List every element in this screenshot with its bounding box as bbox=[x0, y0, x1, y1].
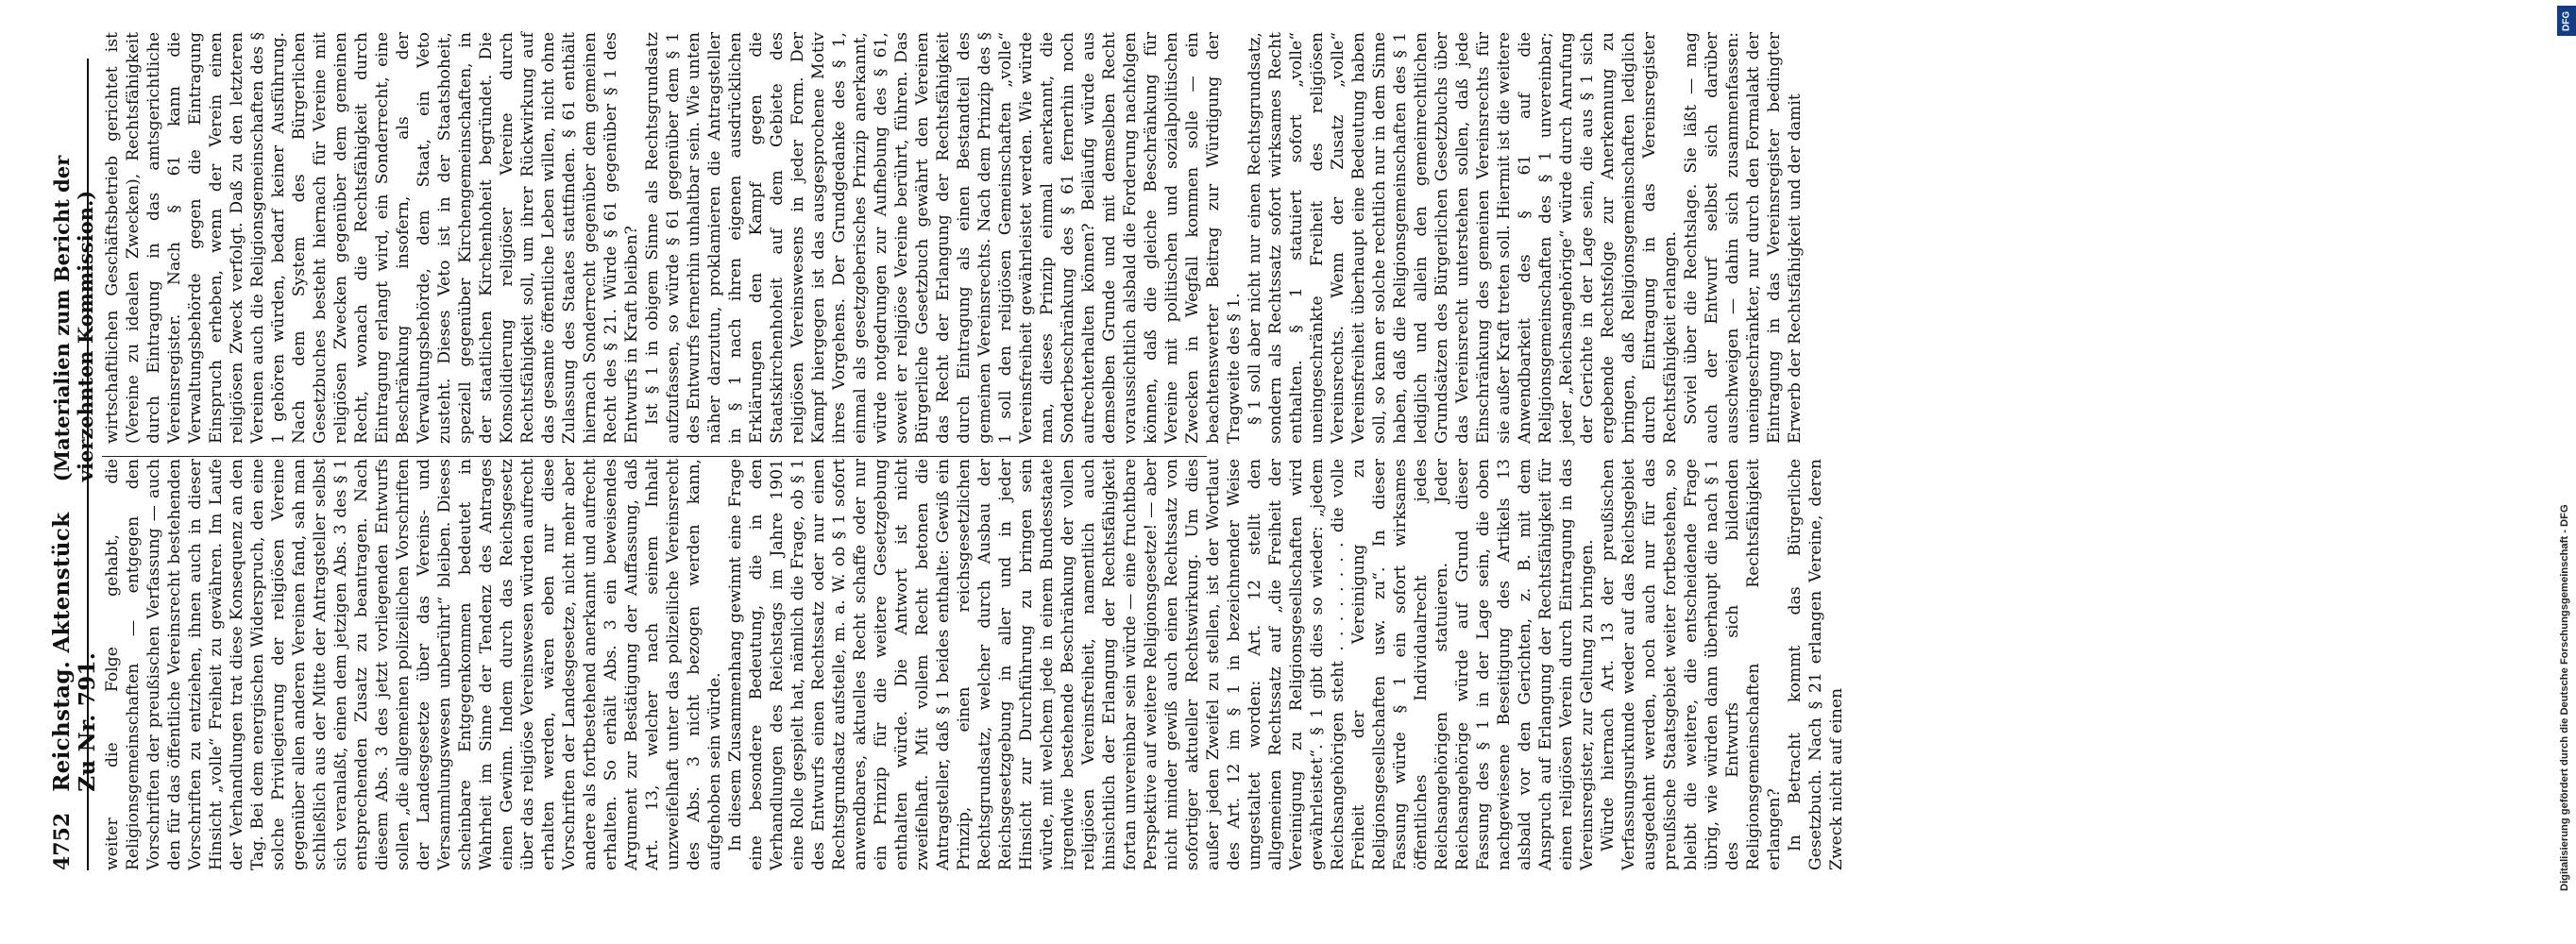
page-number: 4752 bbox=[50, 812, 75, 870]
paragraph: In diesem Zusammenhang gewinnt eine Frage eine besondere Bedeutung, die in den Verhandlungen des Reichstags im Jahre 1901 eine Rolle gespielt hat, nämlich die Frage, ob § 1 des Entwurfs einen Rechtssatz oder nur einen Rechtsgrundsatz aufstelle, m. a. W. ob § 1 sofort anwendbares, aktuelles Recht schaffe oder nur ein Prinzip für die weitere Gesetzgebung enthalten würde. Die Antwort ist nicht zweifelhaft. Mit vollem Recht betonen die Antragsteller, daß § 1 beides enthalte: Gewiß ein Prinzip, einen reichsgesetzlichen Rechtsgrundsatz, welcher durch Ausbau der Reichsgesetzgebung in aller und in jeder Hinsicht zur Durchführung zu bringen sein würde, mit welchem jede in einem Bundesstaate irgendwie bestehende Beschränkung der vollen religiösen Vereinsfreiheit, namentlich auch hinsichtlich der Erlangung der Rechtsfähigkeit fortan unvereinbar sein würde — eine fruchtbare Perspektive auf weitere Religionsgesetze! — aber nicht minder gewiß auch einen Rechtssatz von sofortiger aktueller Rechtswirkung. Um dies außer jeden Zweifel zu stellen, ist der Wortlaut des Art. 12 im § 1 in bezeichnender Weise umgestaltet worden: Art. 12 stellt den allgemeinen Rechtssatz auf „die Freiheit der Vereinigung zu Religionsgesellschaften wird gewährleistet“. § 1 gibt dies so wieder: „jedem Reichsangehörigen steht . . . . . . . . die volle Freiheit der Vereinigung zu Religionsgesellschaften usw. zu“. In dieser Fassung würde § 1 ein sofort wirksames öffentliches Individualrecht jedes Reichsangehörigen statuieren. Jeder Reichsangehörige würde auf Grund dieser Fassung des § 1 in der Lage sein, die oben nachgewiesene Beseitigung des Artikels 13 alsbald vor den Gerichten, z. B. mit dem Anspruch auf Erlangung der Rechtsfähigkeit für einen religiösen Verein durch Eintragung in das Vereinsregister, zur Geltung zu bringen. bbox=[726, 459, 1597, 870]
dfg-logo-icon: DFG bbox=[2557, 6, 2576, 36]
paragraph: In Betracht kommt das Bürgerliche Gesetzbuch. Nach § 21 erlangen Vereine, deren Zweck nicht auf einen bbox=[1786, 459, 1846, 870]
paragraph: Würde hiernach Art. 13 der preußischen Verfassungsurkunde weder auf das Reichsgebiet ausgedehnt werden, noch auch nur für das preußische Staatsgebiet weiter fortbestehen, so bleibt die weitere, die entscheidende Frage übrig, wie würden dann überhaupt die nach § 1 des Entwurfs sich bildenden Religionsgemeinschaften Rechtsfähigkeit erlangen? bbox=[1599, 459, 1784, 870]
digitization-note: Digitalisierung gefördert durch die Deutsche Forschungsgemeinschaft - DFG bbox=[2559, 504, 2570, 891]
paragraph: Ist § 1 in obigem Sinne als Rechtsgrundsatz aufzufassen, so würde § 61 gegenüber dem § 1 des Entwurfs fernerhin unhaltbar sein. Wie unten näher darzutun, proklamieren die Antragsteller in § 1 nach ihren eigenen ausdrücklichen Erklärungen den Kampf gegen die Staatskirchenhoheit auf dem Gebiete des religiösen Vereinswesens in jeder Form. Der Kampf hiergegen ist das ausgesprochene Motiv ihres Vorgehens. Der Grundgedanke des § 1, einmal als gesetzgeberisches Prinzip anerkannt, würde notgedrungen zur Aufhebung des § 61, soweit er religiöse Vereine berührt, führen. Das Bürgerliche Gesetzbuch gewährt den Vereinen das Recht der Erlangung der Rechtsfähigkeit durch Eintragung als einen Bestandteil des gemeinen Vereinsrechts. Nach dem Prinzip des § 1 soll den religiösen Gemeinschaften „volle“ Vereinsfreiheit gewährleistet werden. Wie würde man, dieses Prinzip einmal anerkannt, die Sonderbeschränkung des § 61 fernerhin noch aufrechterhalten können? Beiläufig würde aus demselben Grunde und mit demselben Recht voraussichtlich alsbald die Forderung nachfolgen können, daß die gleiche Beschränkung für Vereine mit politischen und sozialpolitischen Zwecken in Wegfall kommen solle — ein beachtenswerter Beitrag zur Würdigung der Tragweite des § 1. bbox=[643, 32, 1244, 444]
paragraph: wirtschaftlichen Geschäftsbetrieb gerichtet ist (Vereine zu idealen Zwecken), Rechtsfähigkeit durch Eintragung in das amtsgerichtliche Vereinsregister. Nach § 61 kann die Verwaltungsbehörde gegen die Eintragung Einspruch erheben, wenn der Verein einen religiösen Zweck verfolgt. Daß zu den letzteren Vereinen auch die Religionsgemeinschaften des § 1 gehören würden, bedarf keiner Ausführung. Nach dem System des Bürgerlichen Gesetzbuches besteht hiernach für Vereine mit religiösen Zwecken gegenüber dem gemeinen Recht, wonach die Rechtsfähigkeit durch Eintragung erlangt wird, ein Sonderrecht, eine Beschränkung insofern, als der Verwaltungsbehörde, dem Staat, ein Veto zusteht. Dieses Veto ist in der Staatshoheit, speziell gegenüber Kirchengemeinschaften, in der staatlichen Kirchenhoheit begründet. Die Konsolidierung religiöser Vereine durch Rechtsfähigkeit soll, um ihrer Rückwirkung auf das gesamte öffentliche Leben willen, nicht ohne Zulassung des Staates stattfinden. § 61 enthält hiernach Sonderrecht gegenüber dem gemeinen Recht des § 21. Würde § 61 gegenüber § 1 des Entwurfs in Kraft bleiben? bbox=[103, 32, 641, 444]
left-text-column bbox=[102, 459, 1846, 870]
paragraph: § 1 soll aber nicht nur einen Rechtsgrundsatz, sondern als Rechtssatz sofort wirksames Recht enthalten. § 1 statuiert sofort „volle“ uneingeschränkte Freiheit des religiösen Vereinsrechts. Wenn der Zusatz „volle“ Vereinsfreiheit überhaupt eine Bedeutung haben soll, so kann er solche rechtlich nur in dem Sinne haben, daß die Religionsgemeinschaften des § 1 lediglich und allein den gemeinrechtlichen Grundsätzen des Bürgerlichen Gesetzbuchs über das Vereinsrecht unterstehen sollen, daß jede Einschränkung des gemeinen Vereinsrechts für sie außer Kraft treten soll. Hiermit ist die weitere Anwendbarkeit des § 61 auf die Religionsgemeinschaften des § 1 unvereinbar; jeder „Reichsangehörige“ würde durch Anrufung der Gerichte in der Lage sein, die aus § 1 sich ergebende Rechtsfolge zur Anerkennung zu bringen, daß Religionsgemeinschaften lediglich durch Eintragung in das Vereinsregister Rechtsfähigkeit erlangen. bbox=[1246, 32, 1680, 444]
page-title: Reichstag. Aktenstück Zu Nr. 791. bbox=[49, 512, 100, 792]
page-header bbox=[49, 59, 100, 870]
paragraph: weiter die Folge gehabt, die Religionsgemeinschaften — entgegen den Vorschriften der preußischen Verfassung — auch den für das öffentliche Vereinsrecht bestehenden Vorschriften zu entziehen, ihnen auch in dieser Hinsicht „volle“ Freiheit zu gewähren. Im Laufe der Verhandlungen trat diese Konsequenz an den Tag. Bei dem energischen Widerspruch, den eine solche Privilegierung der religiösen Vereine gegenüber allen anderen Vereinen fand, sah man schließlich aus der Mitte der Antragsteller selbst sich veranlaßt, einen dem jetzigen Abs. 3 des § 1 entsprechenden Zusatz zu beantragen. Nach diesem Abs. 3 des jetzt vorliegenden Entwurfs sollen „die allgemeinen polizeilichen Vorschriften der Landesgesetze über das Vereins- und Versammlungswesen unberührt“ bleiben. Dieses scheinbare Entgegenkommen bedeutet in Wahrheit im Sinne der Tendenz des Antrages einen Gewinn. Indem durch das Reichsgesetz über das religiöse Vereinswesen würden aufrecht erhalten werden, wären eben nur diese Vorschriften der Landesgesetze, nicht mehr aber andere als fortbestehend anerkannt und aufrecht erhalten. So erhält Abs. 3 ein beweisendes Argument zur Bestätigung der Auffassung, daß Art. 13, welcher nach seinem Inhalt unzweifelhaft unter das polizeiliche Vereinsrecht des Abs. 3 nicht bezogen werden kann, aufgehoben sein würde. bbox=[103, 459, 724, 870]
right-text-column bbox=[102, 32, 1805, 444]
page-subtitle: (Materialien zum Bericht der vierzehnten Kommission.) bbox=[50, 155, 97, 482]
paragraph: Soviel über die Rechtslage. Sie läßt — mag auch der Entwurf selbst sich darüber ausschweigen — dahin sich zusammenfassen: uneingeschränkter, nur durch den Formalakt der Eintragung in das Vereinsregister bedingter Erwerb der Rechtsfähigkeit und der damit bbox=[1682, 32, 1805, 444]
column-divider bbox=[102, 456, 1207, 457]
